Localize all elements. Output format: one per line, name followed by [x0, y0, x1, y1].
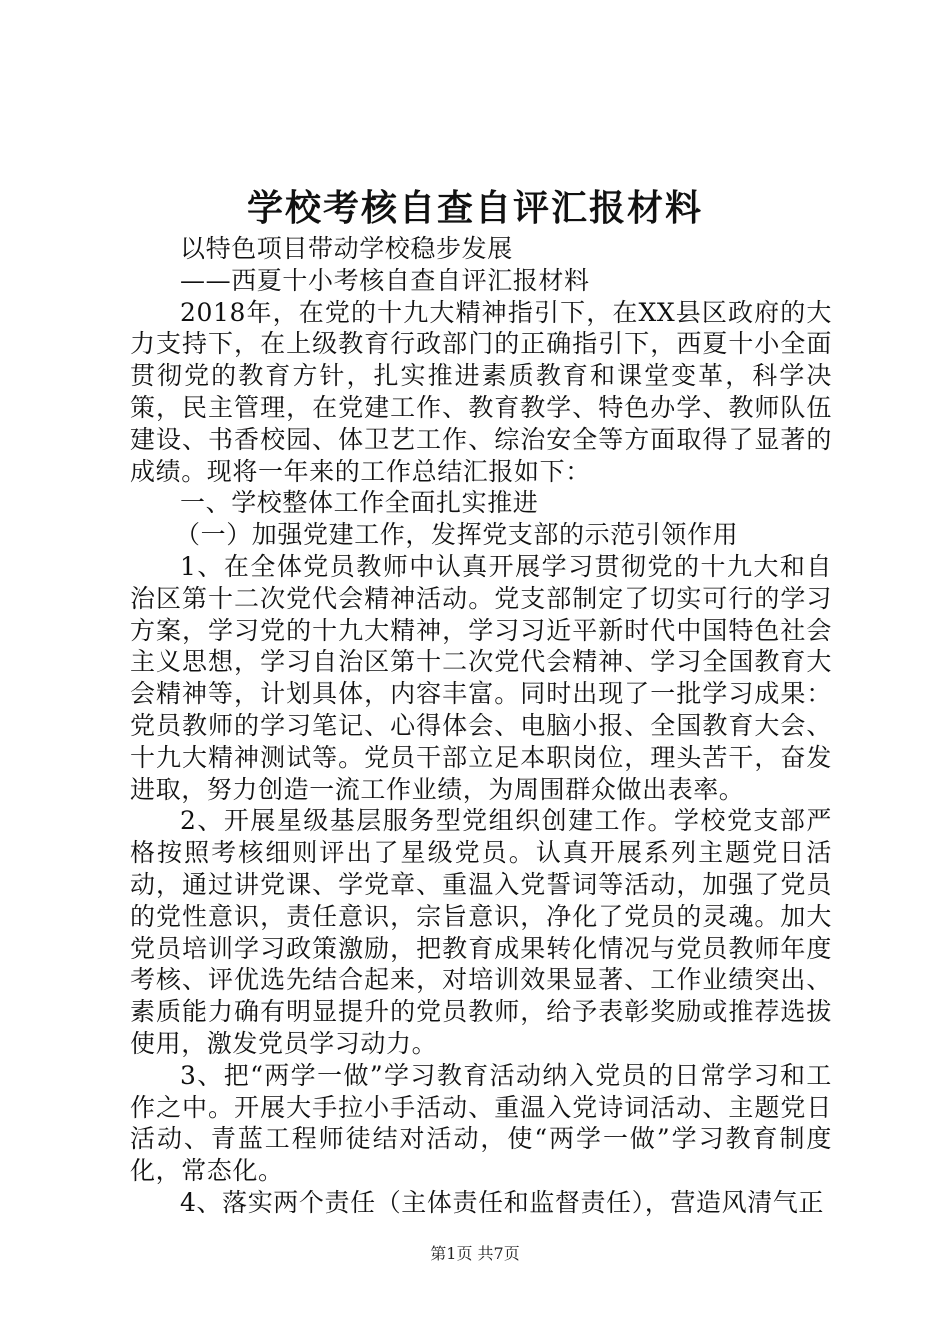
body-paragraph: 4、落实两个责任（主体责任和监督责任），营造风清气正 — [180, 1187, 825, 1217]
body-paragraph: 3、把“两学一做”学习教育活动纳入党员的日常学习和工作之中。开展大手拉小手活动、重温入党诗词活动、主题党日活动、青蓝工程师徒结对活动，使“两学一做”学习教育制度化，常态化。 — [130, 1060, 832, 1186]
document-title: 学校考核自查自评汇报材料 — [246, 187, 703, 229]
document-body — [130, 233, 832, 1219]
intro-paragraph: 2018年，在党的十九大精神指引下，在XX县区政府的大力支持下，在上级教育行政部门的正确指引下，西夏十小全面贯彻党的教育方针，扎实推进素质教育和课堂变革，科学决策，民主管理，在党建工作、教育教学、特色办学、教师队伍建设、书香校园、体卫艺工作、综治安全等方面取得了显著的成绩。现将一年来的工作总结汇报如下： — [130, 297, 832, 486]
body-paragraph: 2、开展星级基层服务型党组织创建工作。学校党支部严格按照考核细则评出了星级党员。认真开展系列主题党日活动，通过讲党课、学党章、重温入党誓词等活动，加强了党员的党性意识，责任意识，宗旨意识，净化了党员的灵魂。加大党员培训学习政策激励，把教育成果转化情况与党员教师年度考核、评优选先结合起来，对培训效果显著、工作业绩突出、素质能力确有明显提升的党员教师，给予表彰奖励或推荐选拔使用，激发党员学习动力。 — [130, 806, 832, 1058]
page-footer: 第1页 共7页 — [430, 1244, 520, 1263]
body-paragraph: 1、在全体党员教师中认真开展学习贯彻党的十九大和自治区第十二次党代会精神活动。党支部制定了切实可行的学习方案，学习党的十九大精神，学习习近平新时代中国特色社会主义思想，学习自治区第十二次党代会精神、学习全国教育大会精神等，计划具体，内容丰富。同时出现了一批学习成果：党员教师的学习笔记、心得体会、电脑小报、全国教育大会、十九大精神测试等。党员干部立足本职岗位，理头苦干，奋发进取，努力创造一流工作业绩，为周围群众做出表率。 — [130, 551, 832, 804]
subsection-heading: （一）加强党建工作，发挥党支部的示范引领作用 — [175, 520, 739, 550]
section-heading: 一、学校整体工作全面扎实推进 — [180, 488, 539, 518]
subtitle-source: ——西夏十小考核自查自评汇报材料 — [180, 265, 590, 295]
subtitle: 以特色项目带动学校稳步发展 — [180, 234, 513, 263]
